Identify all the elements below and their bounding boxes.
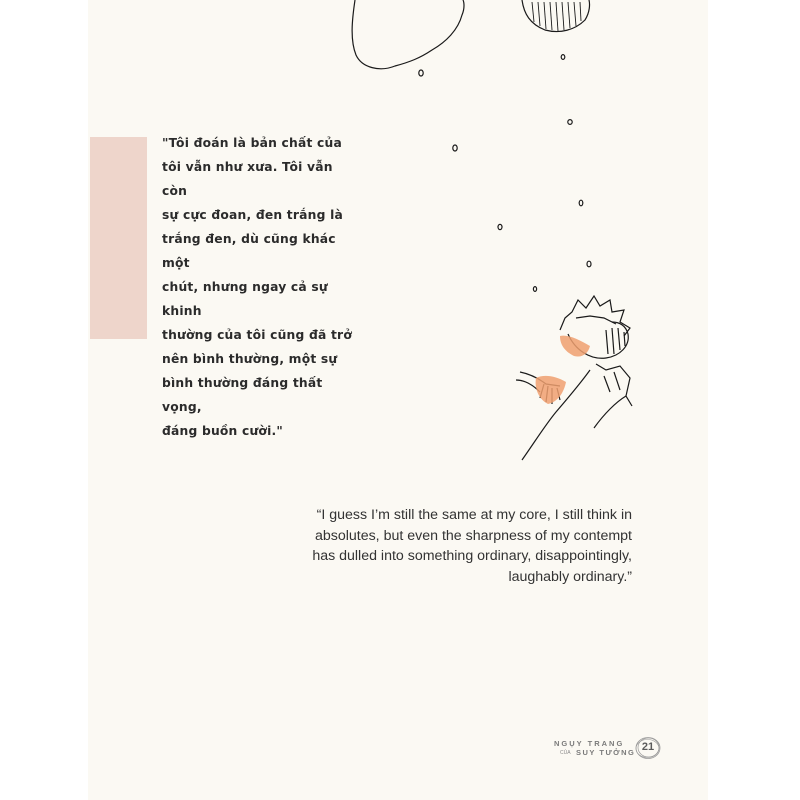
page-footer [540, 732, 670, 766]
vietnamese-quote [162, 131, 362, 443]
quote-line: sự cực đoan, đen trắng là [162, 208, 343, 222]
quote-line: “I guess I’m still the same at my core, I still think in [316, 507, 632, 523]
book-title-small: CỦA [560, 750, 571, 756]
page-number-badge [634, 735, 662, 761]
quote-line: laughably ordinary.” [508, 568, 632, 585]
quote-line: tôi vẫn như xưa. Tôi vẫn còn [162, 160, 333, 198]
page-number: 21 [641, 741, 655, 753]
accent-bar [90, 137, 147, 339]
book-title-line2: SUY TƯỞNG [576, 748, 636, 757]
quote-line: has dulled into something ordinary, disappointingly, [312, 548, 632, 564]
quote-line: chút, nhưng ngay cả sự khinh [162, 280, 328, 318]
quote-line: thường của tôi cũng đã trở [162, 328, 352, 342]
quote-line: bình thường đáng thất vọng, [162, 376, 323, 414]
quote-line: "Tôi đoán là bản chất của [162, 136, 342, 150]
book-title-line1: NGỤY TRANG [554, 739, 625, 748]
english-quote [300, 505, 632, 587]
quote-line: nên bình thường, một sự [162, 352, 338, 366]
quote-line: đáng buồn cười." [162, 424, 283, 438]
quote-line: absolutes, but even the sharpness of my contempt [314, 527, 632, 544]
quote-line: trắng đen, dù cũng khác một [162, 232, 336, 270]
